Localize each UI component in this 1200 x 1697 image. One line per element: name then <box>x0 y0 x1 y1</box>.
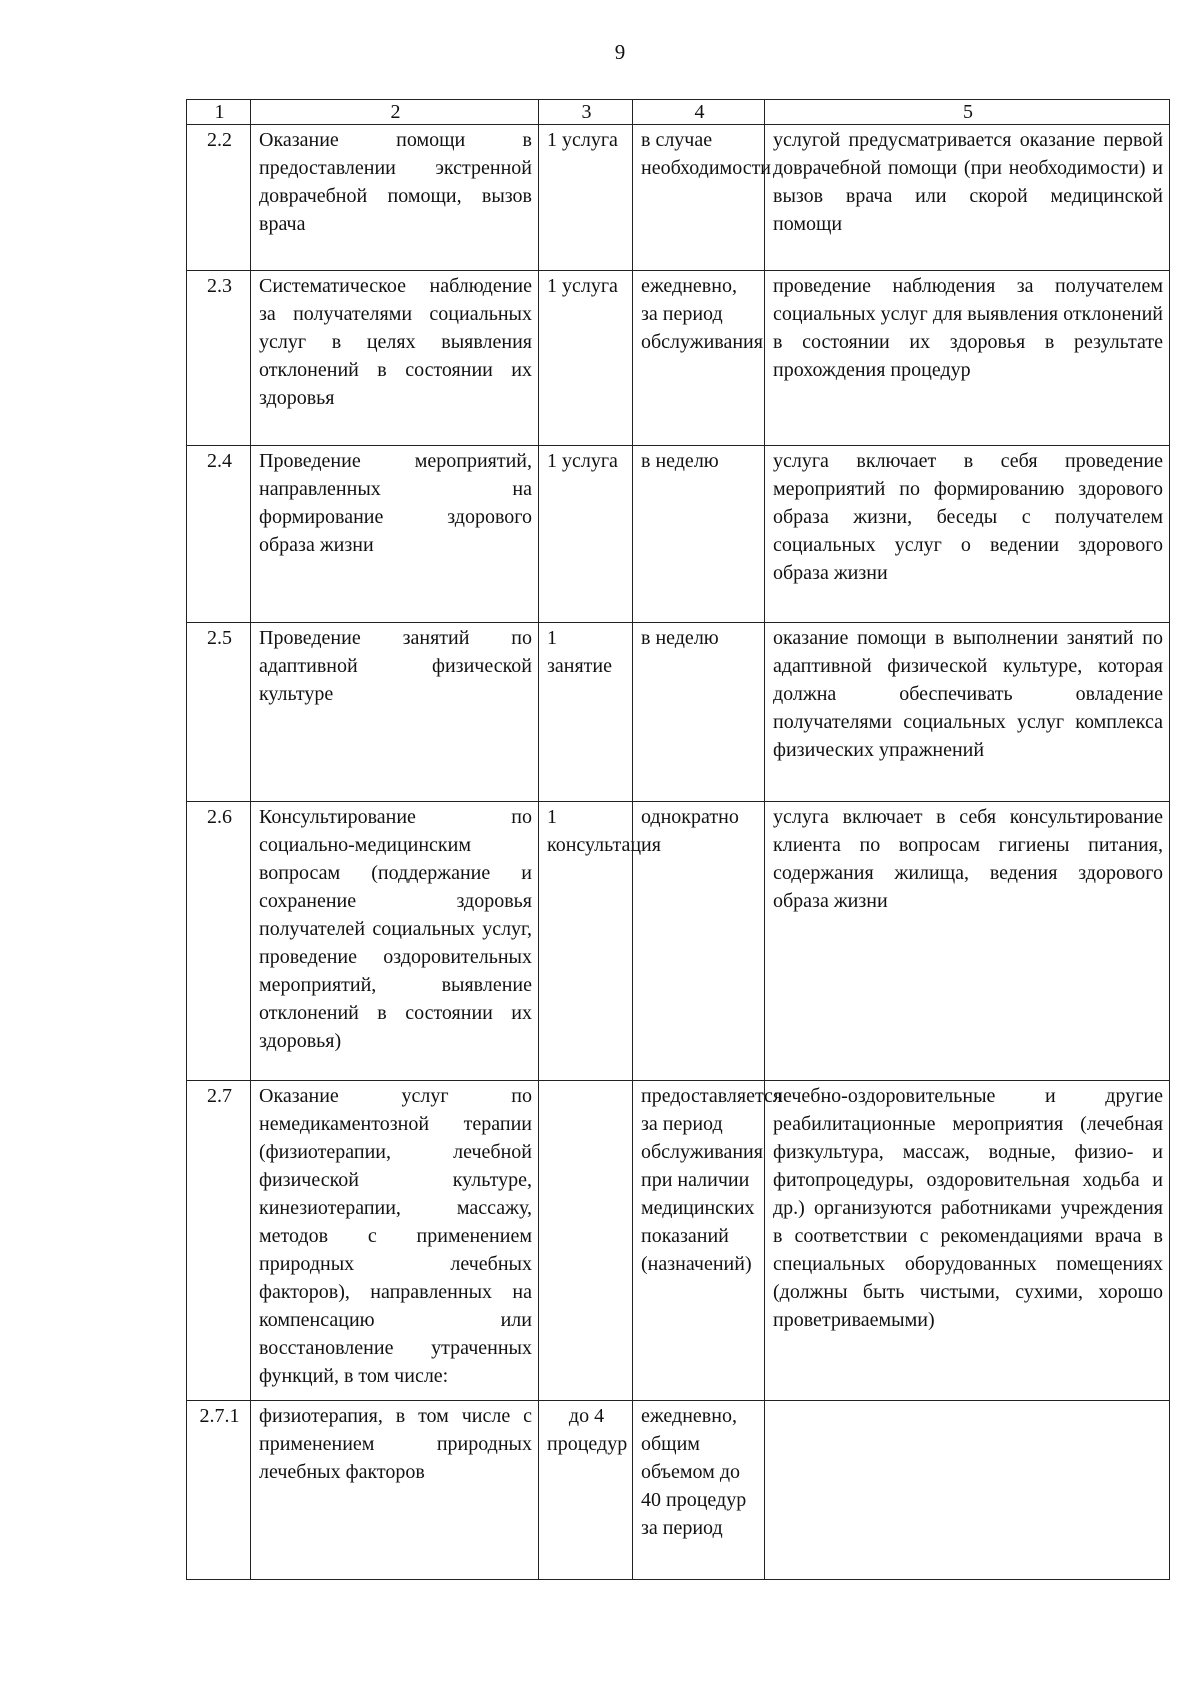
service-description: оказание помощи в выполнении занятий по адаптивной физической культуре, которая должна обеспечивать овладение получателями социальных услуг комплекса физических упражнений <box>765 623 1170 802</box>
table-row <box>187 802 1170 1081</box>
service-volume <box>539 1081 633 1401</box>
service-description: услуга включает в себя проведение мероприятий по формированию здорового образа жизни, беседы с получателем социальных услуг о ведении здорового образа жизни <box>765 446 1170 623</box>
table-row <box>187 446 1170 623</box>
service-description: проведение наблюдения за получателем социальных услуг для выявления отклонений в состоянии их здоровья в результате прохождения процедур <box>765 271 1170 446</box>
row-number: 2.3 <box>187 271 251 446</box>
header-col-3: 3 <box>539 100 633 125</box>
service-name: Оказание услуг по немедикаментозной терапии (физиотерапии, лечебной физической культуре, кинезиотерапии, массажу, методов с применением природных лечебных факторов), направленных на компенсацию или восстановление утраченных функций, в том числе: <box>251 1081 539 1401</box>
table-row <box>187 1081 1170 1401</box>
service-frequency: ежедневно, общим объемом до 40 процедур за период <box>633 1401 765 1580</box>
table-row <box>187 125 1170 271</box>
service-description: лечебно-оздоровительные и другие реабилитационные мероприятия (лечебная физкультура, массаж, водные, физио- и фитопроцедуры, оздоровительная ходьба и др.) организуются работниками учреждения в соответствии с рекомендациями врача в специальных оборудованных помещениях (должны быть чистыми, сухими, хорошо проветриваемыми) <box>765 1081 1170 1401</box>
service-frequency: в неделю <box>633 446 765 623</box>
service-frequency: предоставляется за период обслуживания при наличии медицинских показаний (назначений) <box>633 1081 765 1401</box>
service-description: услуга включает в себя консультирование клиента по вопросам гигиены питания, содержания жилища, ведения здорового образа жизни <box>765 802 1170 1081</box>
service-description: услугой предусматривается оказание первой доврачебной помощи (при необходимости) и вызов врача или скорой медицинской помощи <box>765 125 1170 271</box>
service-name: Консультирование по социально-медицинским вопросам (поддержание и сохранение здоровья получателей социальных услуг, проведение оздоровительных мероприятий, выявление отклонений в состоянии их здоровья) <box>251 802 539 1081</box>
service-frequency: в случае необходимости <box>633 125 765 271</box>
header-row <box>187 100 1170 125</box>
service-description <box>765 1401 1170 1580</box>
service-frequency: однократно <box>633 802 765 1081</box>
table-row <box>187 1401 1170 1580</box>
header-col-5: 5 <box>765 100 1170 125</box>
service-frequency: ежедневно, за период обслуживания <box>633 271 765 446</box>
row-number: 2.7 <box>187 1081 251 1401</box>
service-volume: 1 услуга <box>539 271 633 446</box>
service-frequency: в неделю <box>633 623 765 802</box>
row-number: 2.6 <box>187 802 251 1081</box>
row-number: 2.2 <box>187 125 251 271</box>
service-name: Систематическое наблюдение за получателями социальных услуг в целях выявления отклонений в состоянии их здоровья <box>251 271 539 446</box>
service-name: Оказание помощи в предоставлении экстренной доврачебной помощи, вызов врача <box>251 125 539 271</box>
service-volume: 1 занятие <box>539 623 633 802</box>
row-number: 2.7.1 <box>187 1401 251 1580</box>
header-col-1: 1 <box>187 100 251 125</box>
services-table <box>186 99 1170 1580</box>
header-col-2: 2 <box>251 100 539 125</box>
service-name: Проведение занятий по адаптивной физической культуре <box>251 623 539 802</box>
service-volume: 1 услуга <box>539 446 633 623</box>
table-row <box>187 623 1170 802</box>
page-number: 9 <box>614 40 626 64</box>
header-col-4: 4 <box>633 100 765 125</box>
service-volume: 1 консультация <box>539 802 633 1081</box>
service-volume: 1 услуга <box>539 125 633 271</box>
service-name: Проведение мероприятий, направленных на формирование здорового образа жизни <box>251 446 539 623</box>
row-number: 2.5 <box>187 623 251 802</box>
service-volume: до 4 процедур <box>539 1401 633 1580</box>
table-row <box>187 271 1170 446</box>
service-name: физиотерапия, в том числе с применением природных лечебных факторов <box>251 1401 539 1580</box>
row-number: 2.4 <box>187 446 251 623</box>
